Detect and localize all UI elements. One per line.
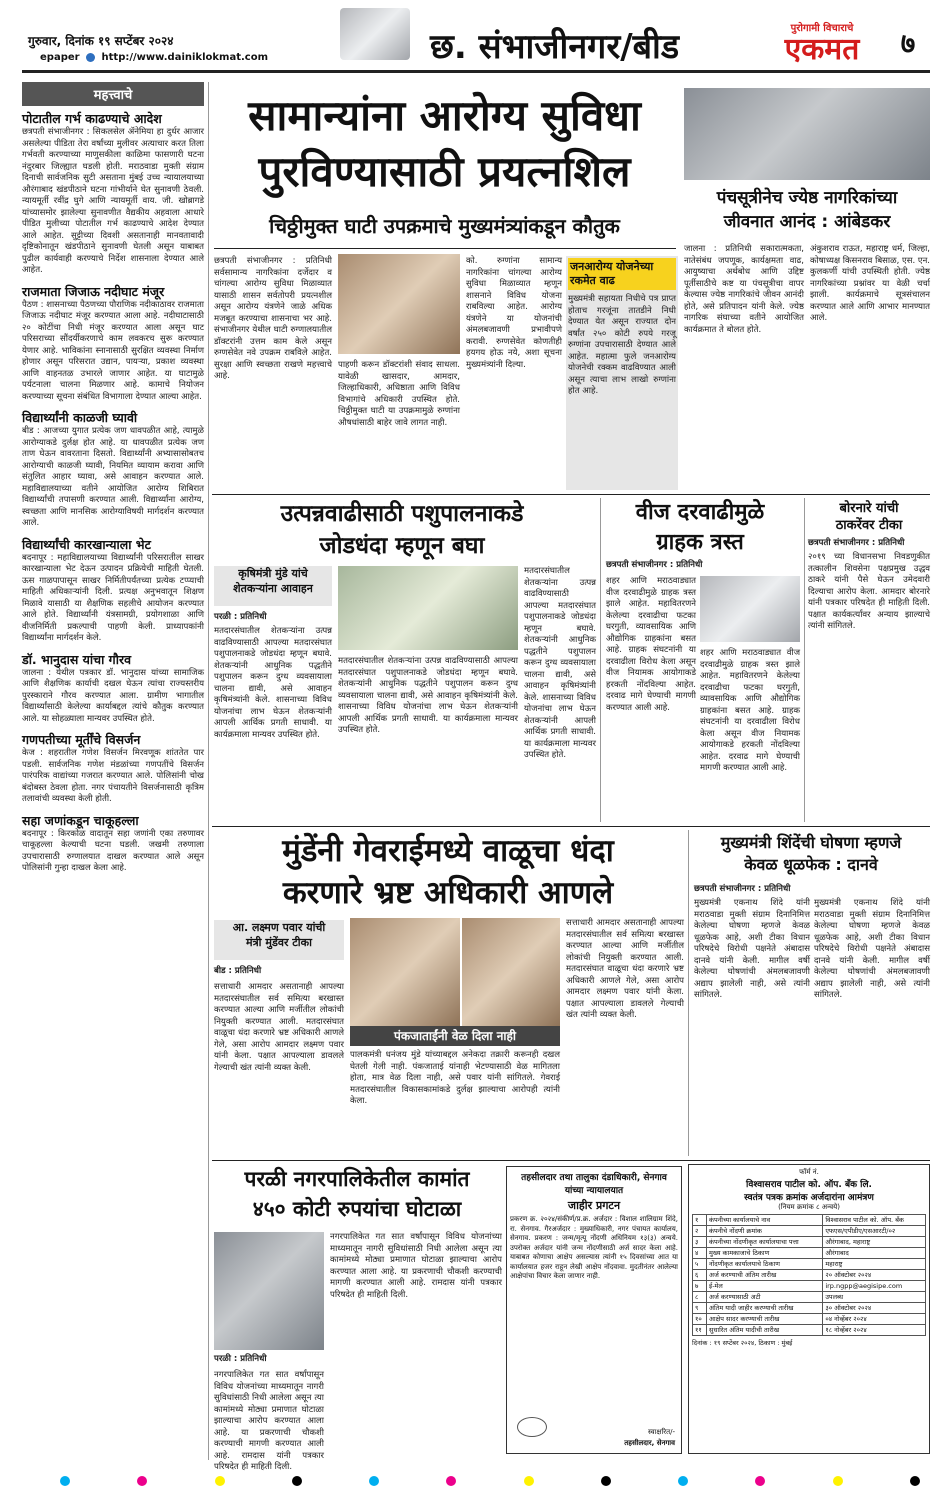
court-notice-title-1: तहसीलदार तथा तालुका दंडाधिकारी, सेनगाव [521,1173,667,1183]
parli-headline [212,1164,502,1224]
lead-headline [212,88,677,200]
globe-icon [86,53,95,62]
tender-cell: ८ [693,1292,707,1303]
page-number: ७ [900,27,916,60]
parli-dateline: परळी : प्रतिनिधी [214,1354,267,1364]
tender-cell: १८ नोव्हेंबर २०२४ [823,1325,926,1336]
senior-headline [684,186,930,234]
senior-headline-line-2: जीवनात आनंद : आंबेडकर [723,212,891,232]
reg-dot [910,1476,920,1486]
tender-cell: ०४ नोव्हेंबर २०२४ [823,1314,926,1325]
senior-photo [684,88,930,180]
sidebar-brief-headline: राजमाता जिजाऊ नदीघाट मंजूर [22,283,165,299]
parli-body: नगरपालिकेत गत सात वर्षांपासून विविध योजनांच्या माध्यमातून नागरी सुविधांसाठी निधी आलेला असून त्या कामांमध्ये मोठ्या प्रमाणात घोटाळा झाल्याचा आरोप करण्यात आला आहे. या प्रकरणाची चौकशी करण्याची मागणी करण्यात आली आहे. रामदास यांनी पत्रकार परिषदेत ही माहिती दिली. [214,1370,324,1472]
vij-photo [700,576,800,642]
masthead-rule [22,70,930,73]
jan-arogya-body: मुख्यमंत्री सहायता निधीचे पत्र प्राप्त होताच गरजूंना तातडीने निधी देण्यात येत असून राज्यात दोन वर्षांत २५० कोटी रुपये गरजू रुग्णांना उपचारासाठी देण्यात आले आहेत. महात्मा फुले जनआरोग्य योजनेची रक्कम वाढविण्यात आली असून त्याचा लाभ लाखो रुग्णांना होत आहे. [568,294,676,396]
tender-row [693,1314,926,1325]
tender-cell: ३० ऑक्टोबर २०२४ [823,1303,926,1314]
epaper-label [40,52,268,63]
senior-col-2: अंकुशराव राऊत, महाराष्ट्र धर्म, जिल्हा, कोषाध्यक्ष किसनराव बिसाळ, एस. एन. कुलकर्णी यांची उपस्थिती होती. ज्येष्ठ नागरिकांच्या प्रश्नांवर या वेळी चर्चा झाली. कार्यक्रमाचे सूत्रसंचालन करण्यात आले आणि आभार मानण्यात आले. [810,244,930,323]
pashu-box [214,566,332,606]
tender-cell: १ [693,1215,707,1226]
munde-box-line-2: मंत्री मुंडेंवर टीका [246,936,312,949]
tender-row [693,1303,926,1314]
parli-headline-line-1: परळी नगरपालिकेतील कामांत [244,1167,470,1191]
tender-notice-sub: (नियम क्रमांक ८ अन्वये) [778,1203,840,1211]
section-emblem [340,8,410,60]
tender-notice-top: फॉर्म नं. [799,1168,819,1176]
shinde-headline [692,832,930,876]
tender-cell: ७ [693,1281,707,1292]
tender-cell: नोंदणीकृत कार्यालयाचे ठिकाण [707,1259,823,1270]
reg-dot [369,1476,379,1486]
pashu-headline [212,498,592,562]
tender-row [693,1325,926,1336]
borate-headline-line-1: बोरनारे यांची [839,501,899,516]
tender-cell: औरंगाबाद [823,1248,926,1259]
sidebar-title: महत्त्वाचे [22,82,204,106]
brand-tagline: पुरोगामी विचाराचे [790,23,854,34]
tender-cell: ११ [693,1325,707,1336]
sidebar-brief-body: केज : शहरातील गणेश विसर्जन मिरवणूक शांततेत पार पडली. सार्वजनिक गणेश मंडळांच्या गणपतींचे विसर्जन पारंपरिक वाद्यांच्या गजरात करण्यात आले. पोलिसांनी चोख बंदोबस्त ठेवला होता. नगर पंचायतीने विसर्जनासाठी कृत्रिम तलावांची व्यवस्था केली होती. [22,748,204,804]
section-title: छ. संभाजीनगर/बीड [430,27,680,67]
vij-headline-line-2: ग्राहक त्रस्त [656,530,744,555]
tender-cell: उपलब्ध [823,1292,926,1303]
sidebar-brief-headline: सहा जणांकडून चाकूहल्ला [22,812,139,828]
tender-cell: अर्ज करण्यासाठी अटी [707,1292,823,1303]
tender-cell: महाराष्ट्र [823,1259,926,1270]
tender-table [692,1214,926,1336]
pashu-body: मतदारसंघातील शेतकऱ्यांना उत्पन्न वाढविण्यासाठी आपल्या मतदारसंघात पशुपालनाकडे जोडधंदा म्हणून बघावे. शेतकऱ्यांनी आधुनिक पद्धतीने पशुपालन करून दुग्ध व्यवसायाला चालना द्यावी, असे आवाहन कृषिमंत्र्यांनी केले. शासनाच्या विविध योजनांचा लाभ घेऊन शेतकऱ्यांनी आपली आर्थिक प्रगती साधावी. या कार्यक्रमाला मान्यवर उपस्थित होते. [214,626,332,740]
tender-cell: कंपनीचे नोंदणी क्रमांक [707,1226,823,1237]
vij-divider [600,498,601,822]
reg-dot [292,1476,302,1486]
tender-row [693,1292,926,1303]
sidebar-brief-headline: विद्यार्थ्यांनी काळजी घ्यावी [22,410,138,425]
shinde-body-2: मुख्यमंत्री एकनाथ शिंदे यांनी मराठवाडा मुक्ती संग्राम दिनानिमित्त केलेल्या घोषणा म्हणजे केवळ धूळफेक आहे, अशी टीका विधान परिषदेचे विरोधी पक्षनेते अंबादास दानवे यांनी केली. मागील वर्षी केलेल्या घोषणांची अंमलबजावणी अद्याप झालेली नाही, असे त्यांनी सांगितले. [814,898,930,1000]
sidebar-brief-headline: गणपतीच्या मूर्तींचे विसर्जन [22,732,141,747]
tender-cell: २० ऑक्टोबर २०२४ [823,1270,926,1281]
court-notice-sign-2: तहसीलदार, सेनगाव [624,1439,675,1447]
tender-cell: irp.ngpp@aegisipe.com [823,1281,926,1292]
pashu-headline-line-1: उत्पन्नवाढीसाठी पशुपालनाकडे [280,501,524,527]
tender-cell: ३ [693,1237,707,1248]
pashu-photo [338,566,518,650]
lead-col-2: पाहणी करून डॉक्टरांशी संवाद साधला. यावेळी खासदार, आमदार, जिल्हाधिकारी, अधिष्ठाता आणि विविध विभागांचे अधिकारी उपस्थित होते. चिठ्ठीमुक्त घाटी या उपक्रमामुळे रुग्णांना औषधांसाठी बाहेर जावे लागत नाही. [338,360,460,428]
tender-cell: अंतिम यादी जाहीर करण्याची तारीख [707,1303,823,1314]
reg-dot [215,1476,225,1486]
borate-divider [804,498,805,822]
reg-dot [60,1476,70,1486]
tender-row [693,1215,926,1226]
sidebar-brief [22,409,204,530]
tender-cell: ५ [693,1259,707,1270]
sidebar-brief [22,536,204,645]
tender-row [693,1226,926,1237]
tender-cell: अर्ज करण्याची अंतिम तारीख [707,1270,823,1281]
pashu-body-3: मतदारसंघातील शेतकऱ्यांना उत्पन्न वाढविण्यासाठी आपल्या मतदारसंघात पशुपालनाकडे जोडधंदा म्हणून बघावे. शेतकऱ्यांनी आधुनिक पद्धतीने पशुपालन करून दुग्ध व्यवसायाला चालना द्यावी, असे आवाहन कृषिमंत्र्यांनी केले. शासनाच्या विविध योजनांचा लाभ घेऊन शेतकऱ्यांनी आपली आर्थिक प्रगती साधावी. या कार्यक्रमाला मान्यवर उपस्थित होते. [524,566,596,760]
tender-row [693,1270,926,1281]
reg-dot [524,1476,534,1486]
tender-cell: सुधारित अंतिम यादीची तारीख [707,1325,823,1336]
shinde-headline-line-2: केवळ धूळफेक : दानवे [744,855,878,874]
court-notice-seal [517,1417,547,1437]
masthead [0,0,945,70]
pashu-body-2: मतदारसंघातील शेतकऱ्यांना उत्पन्न वाढविण्यासाठी आपल्या मतदारसंघात पशुपालनाकडे जोडधंदा म्हणून बघावे. शेतकऱ्यांनी आधुनिक पद्धतीने पशुपालन करून दुग्ध व्यवसायाला चालना द्यावी, असे आवाहन कृषिमंत्र्यांनी केले. शासनाच्या विविध योजनांचा लाभ घेऊन शेतकऱ्यांनी आपली आर्थिक प्रगती साधावी. या कार्यक्रमाला मान्यवर उपस्थित होते. [338,656,518,735]
court-notice-title-3: जाहीर प्रगटन [567,1199,621,1212]
sidebar-brief-body: छत्रपती संभाजीनगर : सिकलसेल ॲनेमिया हा दुर्धर आजार असलेल्या पीडिता तेरा वर्षांच्या मुलीवर अत्याचार करत तिला गर्भवती करण्याच्या माणुसकीला काळिमा फासणारी घटना नंदुरबार जिल्ह्यात घडली होती. मराठवाडा मुक्ती संग्राम दिनाची सार्वजनिक सुटी असताना मुंबई उच्च न्यायालयाच्या औरंगाबाद खंडपीठाने घटना गांभीर्याने घेत सुनावणी ठेवली. न्यायमूर्ती रवींद्र घुगे आणि न्यायमूर्ती वाय. जी. खोब्रागडे यांच्यासमोर झालेल्या सुनावणीत वैद्यकीय अहवाला आधारे पीडित मुलीच्या पोटातील गर्भ काढण्याचे आदेश देण्यात आले आहेत. सुट्टीच्या दिवशी असतानाही मानवतावादी दृष्टिकोनातून खंडपीठाने सुनावणी घेतली असून याबाबत पुढील कार्यवाही करण्याचे निर्देश शासनाला देण्यात आले आहेत. [22,127,204,275]
borate-headline [808,500,930,534]
court-notice [506,1166,682,1454]
sidebar-brief [22,731,204,806]
senior-col-1: जालना : प्रतिनिधी सकारात्मकता, नातेसंबंध जपणूक, कार्यक्षमता वाढ, आयुष्याचा अर्थबोध आणि उद्दिष्ट पूर्तीसाठीचे कष्ट या पंचसूत्रीचा वापर केल्यास ज्येष्ठ नागरिकांचे जीवन आनंदी होते, असे प्रतिपादन यांनी केले. ज्येष्ठ नागरिक संघाच्या वतीने आयोजित कार्यक्रमात ते बोलत होते. [684,244,804,335]
tender-cell: एफएस/एपीडीए/एसआरटी/०२ [823,1226,926,1237]
lead-headline-line-2: पुरविण्यासाठी प्रयत्नशिल [258,147,631,196]
tender-notice-footer: दिनांक : १९ सप्टेंबर २०२४, ठिकाण : मुंबई [692,1339,793,1347]
pashu-headline-line-2: जोडधंदा म्हणून बघा [319,533,485,559]
brand-name: एकमत [784,32,860,67]
sidebar-items [22,110,204,875]
reg-dot [678,1476,688,1486]
tender-cell: मुख्य कामकाजाचे ठिकाण [707,1248,823,1259]
brand-logo [772,20,872,68]
tender-row [693,1259,926,1270]
borate-dateline: छत्रपती संभाजीनगर : प्रतिनिधी [808,538,905,548]
tender-cell: औरंगाबाद, महाराष्ट्र [823,1237,926,1248]
lead-rule [214,248,676,249]
section-rule-3 [212,1160,930,1161]
tender-cell: आक्षेप सादर करण्याची तारीख [707,1314,823,1325]
pashu-dateline: परळी : प्रतिनिधी [214,612,267,622]
tender-cell: २ [693,1226,707,1237]
date-line: गुरुवार, दिनांक १९ सप्टेंबर २०२४ [28,34,174,48]
parli-photo [214,1232,324,1350]
tender-cell: १० [693,1314,707,1325]
tender-cell: ९ [693,1303,707,1314]
munde-body-3: सत्ताधारी आमदार असतानाही आपल्या मतदारसंघातील सर्व समित्या बरखास्त करण्यात आल्या आणि मर्जीतील लोकांची नियुक्ती करण्यात आली. मतदारसंघात वाळूचा धंदा करणारे भ्रष्ट अधिकारी आणले गेले, असा आरोप आमदार लक्ष्मण पवार यांनी केला. पक्षात आपल्याला डावलले गेल्याची खंत त्यांनी व्यक्त केली. [566,918,684,1020]
sidebar-brief-body: पैठण : शासनाच्या पैठणच्या पौराणिक नदीकाठावर राजमाता जिजाऊ नदीघाट मंजूर करण्यात आला आहे. नदीघाटासाठी २० कोटींचा निधी मंजूर करण्यात आला असून घाट परिसराच्या सौंदर्यीकरणाचे काम लवकरच सुरू करण्यात येणार आहे. भाविकांना स्नानासाठी सुरक्षित व्यवस्था निर्माण होणार असून परिसरात उद्यान, पायऱ्या, प्रकाश व्यवस्था आणि वाहनतळ उभारले जाणार आहेत. या घाटामुळे पर्यटनाला चालना मिळणार आहे. कामाचे नियोजन करण्याच्या सूचना संबंधित विभागाला देण्यात आल्या आहेत. [22,299,204,402]
sidebar-brief-body: जालना : येथील पत्रकार डॉ. भानुदास यांच्या सामाजिक आणि शैक्षणिक कार्याची दखल घेऊन त्यांचा राज्यस्तरीय पुरस्काराने गौरव करण्यात आला. ग्रामीण भागातील विद्यार्थ्यांसाठी केलेल्या कार्याबद्दल त्यांचे कौतुक करण्यात आले. या सोहळ्याला मान्यवर उपस्थित होते. [22,667,204,724]
parli-body-2: नगरपालिकेत गत सात वर्षांपासून विविध योजनांच्या माध्यमातून नागरी सुविधांसाठी निधी आलेला असून त्या कामांमध्ये मोठ्या प्रमाणात घोटाळा झाल्याचा आरोप करण्यात आला आहे. या प्रकरणाची चौकशी करण्याची मागणी करण्यात आली आहे. रामदास यांनी पत्रकार परिषदेत ही माहिती दिली. [330,1232,502,1300]
section-rule-2 [212,826,930,827]
munde-headline-line-1: मुंडेंनी गेवराईमध्ये वाळूचा धंदा [282,833,614,869]
epaper-text: epaper [40,52,80,63]
munde-photo-caption: पंकजाताईंनी वेळ दिला नाही [350,1026,560,1046]
tender-cell: ४ [693,1248,707,1259]
vij-headline [604,498,796,558]
vij-headline-line-1: वीज दरवाढीमुळे [635,500,765,525]
munde-photo-1 [350,918,460,1026]
reg-dot [833,1476,843,1486]
reg-dot [755,1476,765,1486]
sidebar-brief-body: बदनापूर : किरकोळ वादातून सहा जणांनी एका तरुणावर चाकूहल्ला केल्याची घटना घडली. जखमी तरुणाला उपचारासाठी रुग्णालयात दाखल करण्यात आले असून पोलिसांनी गुन्हा दाखल केला आहे. [22,828,204,873]
sidebar-brief [22,651,204,726]
munde-headline-line-2: करणारे भ्रष्ट अधिकारी आणले [282,875,614,911]
shinde-divider [688,830,689,1156]
court-notice-sign-1: स्वाक्षरित/- [648,1428,675,1436]
shinde-dateline: छत्रपती संभाजीनगर : प्रतिनिधी [694,884,791,894]
lead-subheadline: चिठ्ठीमुक्त घाटी उपक्रमाचे मुख्यमंत्र्यांकडून कौतुक [269,214,620,238]
reg-dot [137,1476,147,1486]
tender-cell: ई-मेल [707,1281,823,1292]
munde-headline [212,830,684,914]
sidebar-brief-body: बदनापूर : महाविद्यालयाच्या विद्यार्थ्यांनी परिसरातील साखर कारखान्याला भेट देऊन उत्पादन प्रक्रियेची माहिती घेतली. ऊस गाळपापासून साखर निर्मितीपर्यंतच्या प्रत्येक टप्प्याची माहिती अधिकाऱ्यांनी दिली. प्रत्यक्ष अनुभवातून शिक्षण मिळावे यासाठी या शैक्षणिक सहलीचे आयोजन करण्यात आले होते. विद्यार्थ्यांनी यंत्रसामग्री, प्रयोगशाळा आणि वीजनिर्मिती प्रकल्पाची पाहणी केली. प्राध्यापकांनी विद्यार्थ्यांना मार्गदर्शन केले. [22,552,204,643]
reg-dot [601,1476,611,1486]
tender-cell: ६ [693,1270,707,1281]
munde-body-2: पालकमंत्री धनंजय मुंडे यांच्याबद्दल अनेकदा तक्रारी करूनही दखल घेतली गेली नाही. पंकजाताई यांनाही भेटण्यासाठी वेळ मागितला होता, मात्र वेळ दिला नाही, असे पवार यांनी सांगितले. गेवराई मतदारसंघातील विकासकामांकडे दुर्लक्ष झाल्याचा आरोपही त्यांनी केला. [350,1050,560,1106]
sidebar-brief [22,110,204,277]
munde-photo-2 [462,918,560,1026]
sidebar-brief [22,283,204,404]
court-notice-body: प्रकरण क्र. २०२४/संकीर्ण/प्र.क्र. अर्जदार : विशाल शालिग्राम शिंदे, रा. सेनगाव. गैरअर्जदार : मुख्याधिकारी, नगर पंचायत कार्यालय, सेनगाव. प्रकरण : जन्म/मृत्यू नोंदणी अधिनियम १३(३) अन्वये. उपरोक्त अर्जदार यांनी जन्म नोंदणीसाठी अर्ज सादर केला आहे. याबाबत कोणाचा आक्षेप असल्यास त्यांनी १५ दिवसांच्या आत या कार्यालयात हजर राहून लेखी आक्षेप नोंदवावा. मुदतीनंतर आलेल्या आक्षेपांचा विचार केला जाणार नाही. [510,1215,678,1280]
sidebar-brief-headline: डॉ. भानुदास यांचा गौरव [22,651,132,667]
jan-arogya-title: जनआरोग्य योजनेच्या रकमेत वाढ [568,258,676,290]
vij-body: शहर आणि मराठवाड्यात वीज दरवाढीमुळे ग्राहक त्रस्त झाले आहेत. महावितरणने केलेल्या दरवाढीचा फटका घरगुती, व्यावसायिक आणि औद्योगिक ग्राहकांना बसत आहे. ग्राहक संघटनांनी या दरवाढीला विरोध केला असून वीज नियामक आयोगाकडे हरकती नोंदविल्या आहेत. दरवाढ मागे घेण्याची मागणी करण्यात आली आहे. [606,576,696,713]
tender-cell: कंपनीच्या कार्यालयाचे नाव [707,1215,823,1226]
sidebar-brief-headline: पोटातील गर्भ काढण्याचे आदेश [22,111,162,126]
vij-body-2: शहर आणि मराठवाड्यात वीज दरवाढीमुळे ग्राहक त्रस्त झाले आहेत. महावितरणने केलेल्या दरवाढीचा फटका घरगुती, व्यावसायिक आणि औद्योगिक ग्राहकांना बसत आहे. ग्राहक संघटनांनी या दरवाढीला विरोध केला असून वीज नियामक आयोगाकडे हरकती नोंदविल्या आहेत. दरवाढ मागे घेण्याची मागणी करण्यात आली आहे. [700,648,800,773]
tender-notice-title-2: स्वतंत्र पत्रक क्रमांक अर्जदारांना आमंत्रण [744,1193,874,1203]
munde-box [214,920,344,960]
pashu-box-line-2: शेतकऱ्यांना आवाहन [233,582,313,595]
jan-arogya-box [566,256,678,490]
pashu-box-line-1: कृषिमंत्री मुंडे यांचे [238,567,308,580]
print-registration-marks [60,1476,920,1486]
tender-cell: विश्वासराव पाटील को. ऑप. बँक [823,1215,926,1226]
senior-headline-line-1: पंचसूत्रीनेच ज्येष्ठ नागरिकांच्या [716,188,898,208]
court-notice-title-2: यांच्या न्यायालयात [564,1186,624,1196]
lead-col-3: को. रुग्णांना सामान्य नागरिकांना चांगल्या आरोग्य सुविधा मिळाव्यात म्हणून शासनाने विविध योजना राबविल्या आहेत. आरोग्य यंत्रणेने या योजनांची अंमलबजावणी प्रभावीपणे करावी. रुग्णसेवेत कोणतीही हयगय होऊ नये, अशा सूचना मुख्यमंत्र्यांनी दिल्या. [466,256,562,370]
vij-dateline: छत्रपती संभाजीनगर : प्रतिनिधी [606,560,703,570]
lead-headline-line-1: सामान्यांना आरोग्य सुविधा [248,91,641,140]
reg-dot [446,1476,456,1486]
shinde-headline-line-1: मुख्यमंत्री शिंदेंची घोषणा म्हणजे [720,833,902,852]
sidebar-brief [22,812,204,875]
munde-body: सत्ताधारी आमदार असतानाही आपल्या मतदारसंघातील सर्व समित्या बरखास्त करण्यात आल्या आणि मर्जीतील लोकांची नियुक्ती करण्यात आली. मतदारसंघात वाळूचा धंदा करणारे भ्रष्ट अधिकारी आणले गेले, असा आरोप आमदार लक्ष्मण पवार यांनी केला. पक्षात आपल्याला डावलले गेल्याची खंत त्यांनी व्यक्त केली. [214,982,344,1073]
munde-box-line-1: आ. लक्ष्मण पवार यांची [232,921,326,934]
tender-row [693,1248,926,1259]
tender-notice-title-1: विश्वासराव पाटील को. ऑप. बँक लि. [746,1180,872,1190]
tender-row [693,1237,926,1248]
munde-dateline: बीड : प्रतिनिधी [214,966,262,976]
borate-headline-line-2: ठाकरेंवर टीका [835,518,903,533]
lead-photo [338,254,460,354]
sidebar-brief-headline: विद्यार्थ्यांची कारखान्याला भेट [22,536,151,552]
sidebar-divider [208,82,209,1460]
sidebar-brief-body: बीड : आजच्या युगात प्रत्येक जण धावपळीत आहे, त्यामुळे आरोग्याकडे दुर्लक्ष होत आहे. या धावपळीत प्रत्येक जण ताण घेऊन वावरताना दिसतो. विद्यार्थ्यांनी अभ्यासासोबतच आरोग्याची काळजी घ्यावी, नियमित व्यायाम करावा आणि संतुलित आहार घ्यावा, असे आवाहन करण्यात आले. महाविद्यालयाच्या वतीने आयोजित आरोग्य शिबिरात विद्यार्थ्यांची तपासणी करण्यात आली. विद्यार्थ्यांना आरोग्य, स्वच्छता आणि मानसिक आरोग्याविषयी मार्गदर्शन करण्यात आले. [22,426,204,528]
tender-notice [688,1164,930,1454]
parli-headline-line-2: ४५० कोटी रुपयांचा घोटाळा [252,1197,462,1221]
borate-body: २०१९ च्या विधानसभा निवडणुकीत तत्कालीन शिवसेना पक्षप्रमुख उद्धव ठाकरे यांनी पैसे घेऊन उमेदवारी दिल्याचा आरोप केला. आमदार बोरनारे यांनी पत्रकार परिषदेत ही माहिती दिली. पक्षात कार्यकर्त्यांवर अन्याय झाल्याचे त्यांनी सांगितले. [808,552,930,631]
tender-cell: कंपनीच्या नोंदणीकृत कार्यालयाचा पत्ता [707,1237,823,1248]
tender-row [693,1281,926,1292]
lead-col-1: छत्रपती संभाजीनगर : प्रतिनिधी सर्वसामान्य नागरिकांना दर्जेदार व चांगल्या आरोग्य सुविधा मिळाव्यात यासाठी शासन सर्वतोपरी प्रयत्नशील असून आरोग्य यंत्रणेने जाळे अधिक मजबूत करण्याचा शासनाचा भर आहे. संभाजीनगर येथील घाटी रुग्णालयातील डॉक्टरांनी उत्तम काम केले असून रुग्णसेवेत नवे उपक्रम राबविले आहेत. सुरक्षा आणि स्वच्छता राखणे महत्त्वाचे आहे. [214,256,332,381]
shinde-body: मुख्यमंत्री एकनाथ शिंदे यांनी मराठवाडा मुक्ती संग्राम दिनानिमित्त केलेल्या घोषणा म्हणजे केवळ धूळफेक आहे, अशी टीका विधान परिषदेचे विरोधी पक्षनेते अंबादास दानवे यांनी केली. मागील वर्षी केलेल्या घोषणांची अंमलबजावणी अद्याप झालेली नाही, असे त्यांनी सांगितले. [694,898,810,1000]
site-url[interactable]: http://www.dainiklokmat.com [101,52,268,63]
section-rule-1 [212,494,930,495]
sidebar [22,82,204,1460]
